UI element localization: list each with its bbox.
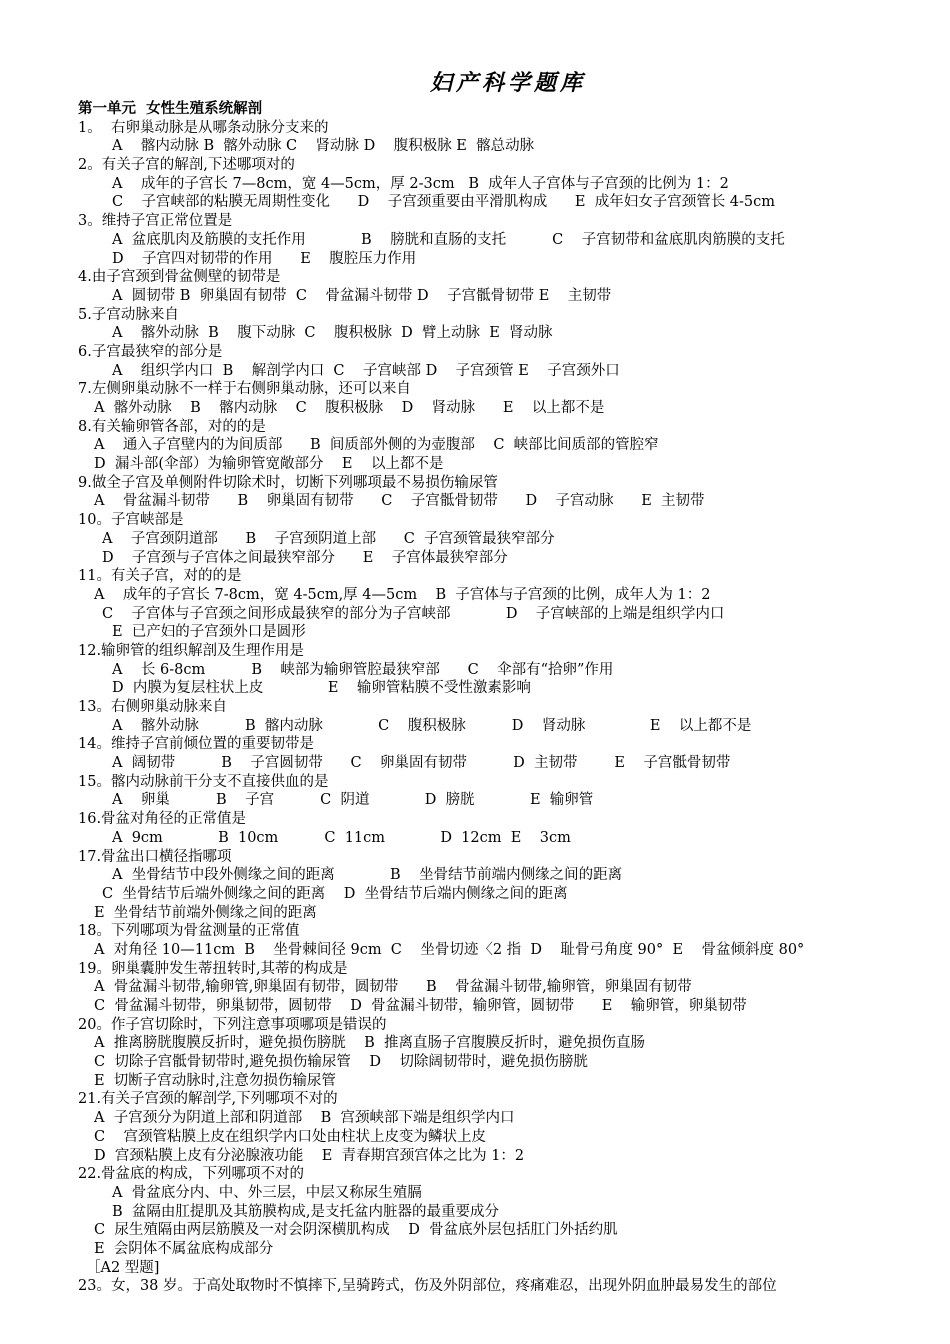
question-stem: 23。女，38 岁。于高处取物时不慎摔下,呈骑跨式，伤及外阴部位，疼痛难忍，出现外阴血肿最易发生的部位 <box>78 1278 777 1295</box>
question-options: A 推离膀胱腹膜反折时，避免损伤膀胱 B 推离直肠子宫腹膜反折时，避免损伤直肠 <box>94 1035 645 1052</box>
question-options: A 阔韧带 B 子宫圆韧带 C 卵巢固有韧带 D 主韧带 E 子宫骶骨韧带 <box>112 755 731 772</box>
question-stem: 12.输卵管的组织解剖及生理作用是 <box>78 642 305 659</box>
question-options: A 子宫颈分为阴道上部和阴道部 B 宫颈峡部下端是组织学内口 <box>94 1110 515 1127</box>
question-options: A 子宫颈阴道部 B 子宫颈阴道上部 C 子宫颈管最狭窄部分 <box>102 530 555 547</box>
question-options: A 对角径 10—11cm B 坐骨棘间径 9cm C 坐骨切迹〈2 指 D 耻骨弓角度 90° E 骨盆倾斜度 80° <box>94 941 805 958</box>
question-options: A 9cm B 10cm C 11cm D 12cm E 3cm <box>112 829 571 846</box>
question-stem: 19。卵巢囊肿发生蒂扭转时,其蒂的构成是 <box>78 960 348 977</box>
document-page <box>78 66 898 1296</box>
question-options: E 坐骨结节前端外侧缘之间的距离 <box>94 904 317 921</box>
question-options: A 骨盆漏斗韧带,输卵管,卵巢固有韧带，圆韧带 B 骨盆漏斗韧带,输卵管，卵巢固有韧带 <box>94 979 692 996</box>
question-stem: 13。右侧卵巢动脉来自 <box>78 699 227 715</box>
question-stem: 16.骨盆对角径的正常值是 <box>78 811 247 828</box>
question-options: C 坐骨结节后端外侧缘之间的距离 D 坐骨结节后端内侧缘之间的距离 <box>102 885 568 902</box>
question-stem: 6.子宫最狭窄的部分是 <box>78 343 223 360</box>
question-stem: 3。维持子宫正常位置是 <box>78 213 233 230</box>
question-stem: 4.由子宫颈到骨盆侧壁的韧带是 <box>78 269 281 286</box>
question-options: C 子宫峡部的粘膜无周期性变化 D 子宫颈重要由平滑肌构成 E 成年妇女子宫颈管长 4-5cm <box>112 194 776 211</box>
question-options: A 髂外动脉 B 腹下动脉 C 腹积极脉 D 臂上动脉 E 肾动脉 <box>112 325 553 342</box>
question-stem: 17.骨盆出口横径指哪项 <box>78 848 232 865</box>
question-options: A 卵巢 B 子宫 C 阴道 D 膀胱 E 输卵管 <box>112 792 594 809</box>
question-options: C 尿生殖隔由两层筋膜及一对会阴深横肌构成 D 骨盆底外层包括肛门外括约肌 <box>94 1222 618 1239</box>
question-options: C 切除子宫骶骨韧带时,避免损伤输尿管 D 切除阔韧带时，避免损伤膀胱 <box>94 1054 588 1071</box>
question-options: ［A2 型题] <box>86 1259 160 1276</box>
question-stem: 14。维持子宫前倾位置的重要韧带是 <box>78 736 314 753</box>
question-stem: 15。髂内动脉前干分支不直接供血的是 <box>78 773 329 790</box>
question-stem: 5.子宫动脉来自 <box>78 306 179 323</box>
question-stem: 22.骨盆底的构成，下列哪项不对的 <box>78 1166 305 1183</box>
question-options: A 成年的子宫长 7—8cm，宽 4—5cm，厚 2-3cm B 成年人子宫体与子宫颈的比例为 1：2 <box>112 175 729 192</box>
question-stem: 1。 右卵巢动脉是从哪条动脉分支来的 <box>78 119 329 136</box>
question-options: C 宫颈管粘膜上皮在组织学内口处由柱状上皮变为鳞状上皮 <box>94 1128 487 1145</box>
question-options: D 漏斗部(伞部）为输卵管宽敞部分 E 以上都不是 <box>94 456 444 473</box>
question-options: D 内膜为复层柱状上皮 E 输卵管粘膜不受性激素影响 <box>112 680 531 697</box>
document-title: 妇产科学题库 <box>429 70 586 96</box>
question-list <box>78 100 898 1296</box>
question-stem: 7.左侧卵巢动脉不一样于右侧卵巢动脉，还可以来自 <box>78 381 411 398</box>
question-options: E 会阴体不属盆底构成部分 <box>94 1240 274 1257</box>
question-stem: 11。有关子宫，对的的是 <box>78 568 242 585</box>
question-options: A 圆韧带 B 卵巢固有韧带 C 骨盆漏斗韧带 D 子宫骶骨韧带 E 主韧带 <box>112 287 612 304</box>
question-options: A 髂内动脉 B 髂外动脉 C 肾动脉 D 腹积极脉 E 髂总动脉 <box>112 138 535 155</box>
question-stem: 21.有关子宫颈的解剖学,下列哪项不对的 <box>78 1091 338 1108</box>
question-stem: 9.做全子宫及单侧附件切除术时，切断下列哪项最不易损伤输尿管 <box>78 474 498 491</box>
question-stem: 10。子宫峡部是 <box>78 512 184 529</box>
question-options: A 骨盆底分内、中、外三层，中层又称尿生殖膈 <box>112 1184 422 1201</box>
question-options: A 成年的子宫长 7-8cm，宽 4-5cm,厚 4—5cm B 子宫体与子宫颈的比例，成年人为 1：2 <box>94 586 711 603</box>
question-options: C 骨盆漏斗韧带，卵巢韧带，圆韧带 D 骨盆漏斗韧带，输卵管，圆韧带 E 输卵管，卵巢韧带 <box>94 998 747 1014</box>
question-options: A 通入子宫壁内的为间质部 B 间质部外侧的为壶腹部 C 峡部比间质部的管腔窄 <box>94 437 659 454</box>
question-options: D 子宫颈与子宫体之间最狭窄部分 E 子宫体最狭窄部分 <box>102 549 508 566</box>
question-stem: 2。有关子宫的解剖,下述哪项对的 <box>78 157 295 174</box>
question-options: A 髂外动脉 B 髂内动脉 C 腹积极脉 D 肾动脉 E 以上都不是 <box>94 400 605 416</box>
unit-heading: 第一单元 女性生殖系统解剖 <box>78 100 263 117</box>
question-stem: 18。下列哪项为骨盆测量的正常值 <box>78 923 300 940</box>
question-options: D 子宫四对韧带的作用 E 腹腔压力作用 <box>112 250 417 267</box>
question-options: D 宫颈粘膜上皮有分泌腺液功能 E 青春期宫颈宫体之比为 1：2 <box>94 1147 525 1164</box>
question-options: E 已产妇的子宫颈外口是圆形 <box>112 624 306 641</box>
question-options: B 盆隔由肛提肌及其筋膜构成,是支托盆内脏器的最重要成分 <box>112 1203 499 1220</box>
question-stem: 8.有关输卵管各部，对的的是 <box>78 418 266 435</box>
question-options: A 骨盆漏斗韧带 B 卵巢固有韧带 C 子宫骶骨韧带 D 子宫动脉 E 主韧带 <box>94 493 705 510</box>
question-options: A 坐骨结节中段外侧缘之间的距离 B 坐骨结节前端内侧缘之间的距离 <box>112 867 623 884</box>
question-options: A 组织学内口 B 解剖学内口 C 子宫峡部 D 子宫颈管 E 子宫颈外口 <box>112 362 620 379</box>
question-options: E 切断子宫动脉时,注意勿损伤输尿管 <box>94 1072 336 1089</box>
question-options: A 髂外动脉 B 髂内动脉 C 腹积极脉 D 肾动脉 E 以上都不是 <box>112 717 752 734</box>
question-stem: 20。作子宫切除时，下列注意事项哪项是错误的 <box>78 1016 387 1033</box>
question-options: A 盆底肌肉及筋膜的支托作用 B 膀胱和直肠的支托 C 子宫韧带和盆底肌肉筋膜的支托 <box>112 231 785 248</box>
question-options: C 子宫体与子宫颈之间形成最狭窄的部分为子宫峡部 D 子宫峡部的上端是组织学内口 <box>102 605 725 622</box>
question-options: A 长 6-8cm B 峡部为输卵管腔最狭窄部 C 伞部有“拾卵”作用 <box>112 661 614 678</box>
